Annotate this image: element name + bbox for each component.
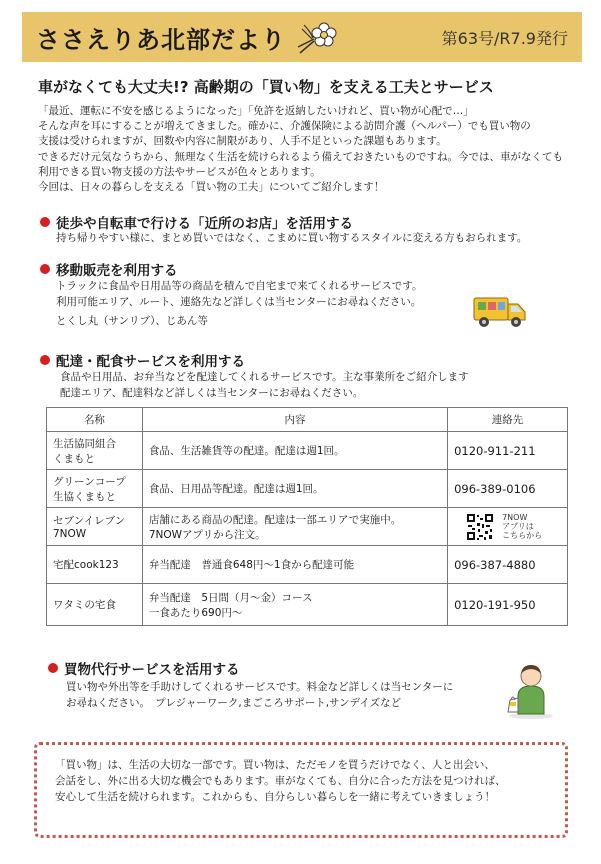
red-bullet-icon	[40, 355, 50, 365]
qr-code-icon[interactable]	[466, 513, 494, 541]
service-name: セブンイレブン 7NOW	[47, 508, 143, 546]
summary-text	[55, 757, 506, 805]
section-line: 利用可能エリア、ルート、連絡先など詳しくは当センターにお尋ねください。	[56, 295, 422, 308]
section-line: とくし丸（サンリブ）、じあん等	[56, 315, 208, 327]
summary-line: 「買い物」は、生活の大切な一部です。買い物は、ただモノを買うだけでなく、人と出会い、	[55, 759, 495, 771]
service-content: 弁当配達 5日間（月～金）コース 一食あたり690円～	[142, 584, 447, 626]
flower-icon	[294, 17, 338, 57]
service-contact: 0120-191-950	[448, 584, 568, 626]
service-content: 弁当配達 普通食648円～1食から配達可能	[142, 546, 447, 584]
service-name: ワタミの宅食	[47, 584, 143, 626]
section-line: お尋ねください。 プレジャーワーク,まごころサポート,サンデイズなど	[66, 696, 402, 709]
section-line: 食品や日用品、お弁当などを配達してくれるサービスです。主な事業所をご紹介します	[60, 371, 469, 383]
intro-line: そんな声を耳にすることが増えてきました。確かに、介護保険による訪問介護（ヘルパー）でも買い物の	[38, 120, 531, 133]
red-bullet-icon	[40, 264, 50, 274]
delivery-service-table	[46, 407, 568, 626]
service-name: 宅配cook123	[47, 546, 143, 584]
header-banner	[22, 12, 582, 62]
section-body-mobile-sales	[56, 279, 422, 330]
table-row	[47, 470, 568, 508]
issue-number: 第63号/R7.9発行	[441, 29, 568, 48]
intro-line: 支援は受けられますが、回数や内容に制限があり、人手不足といった課題もあります。	[38, 135, 447, 148]
service-content: 食品、日用品等配達。配達は週1回。	[142, 470, 447, 508]
service-name: 生活協同組合 くまもと	[47, 432, 143, 470]
intro-line: できるだけ元気なうちから、無理なく生活を続けられるよう備えておきたいものですね。今では、車がなくても	[38, 150, 563, 163]
section-body-nearby-store	[56, 231, 527, 247]
table-row	[47, 432, 568, 470]
service-contact	[448, 508, 568, 546]
section-heading-shopping-proxy	[48, 658, 240, 678]
summary-box	[34, 742, 568, 838]
table-row	[47, 546, 568, 584]
service-content: 食品、生活雑貨等の配達。配達は週1回。	[142, 432, 447, 470]
section-line: 持ち帰りやすい様に、まとめ買いではなく、こまめに買い物するスタイルに変える方もおられます。	[56, 232, 528, 244]
section-body-delivery	[60, 370, 469, 401]
section-title: 買物代行サービスを活用する	[64, 662, 240, 678]
section-line: 買い物や外出等を手助けしてくれるサービスです。料金など詳しくは当センターに	[66, 681, 454, 693]
intro-line: 今回は、日々の暮らしを支える「買い物の工夫」についてご紹介します！	[38, 181, 385, 194]
service-contact: 096-387-4880	[448, 546, 568, 584]
truck-icon	[472, 294, 528, 330]
service-contact: 0120-911-211	[448, 432, 568, 470]
summary-line: 安心して生活を続けられます。これからも、自分らしい暮らしを一緒に考えていきましょう！	[55, 791, 496, 803]
column-header-contact: 連絡先	[448, 408, 568, 432]
section-title: 配達・配食サービスを利用する	[56, 354, 245, 370]
section-title: 徒歩や自転車で行ける「近所のお店」を活用する	[56, 216, 353, 232]
table-row	[47, 508, 568, 546]
section-line: トラックに食品や日用品等の商品を積んで自宅まで来てくれるサービスです。	[56, 280, 423, 292]
column-header-content: 内容	[142, 408, 447, 432]
shopping-person-icon	[504, 660, 558, 720]
service-name: グリーンコープ 生協くまもと	[47, 470, 143, 508]
table-header-row	[47, 408, 568, 432]
intro-text	[38, 104, 568, 195]
column-header-name: 名称	[47, 408, 143, 432]
red-bullet-icon	[48, 663, 58, 673]
newsletter-title: ささえりあ北部だより	[36, 25, 286, 54]
intro-line: 「最近、運転に不安を感じるようになった」「免許を返納したいけれど、買い物が心配で…」	[38, 105, 474, 117]
qr-note: 7NOW アプリは こちらから	[502, 513, 543, 540]
service-content: 店舗にある商品の配達。配達は一部エリアで実施中。 7NOWアプリから注文。	[142, 508, 447, 546]
service-contact: 096-389-0106	[448, 470, 568, 508]
section-line: 配達エリア、配達料など詳しくは当センターにお尋ねください。	[60, 386, 364, 399]
main-heading: 車がなくても大丈夫!? 高齢期の「買い物」を支える工夫とサービス	[38, 78, 494, 96]
red-bullet-icon	[40, 217, 50, 227]
intro-line: 利用できる買い物支援の方法やサービスが色々とあります。	[38, 165, 321, 178]
section-heading-nearby-store	[40, 212, 353, 232]
section-body-shopping-proxy	[66, 680, 453, 711]
table-row	[47, 584, 568, 626]
summary-line: 会話をし、外に出る大切な機会でもあります。車がなくても、自分に合った方法を見つければ、	[55, 775, 506, 787]
section-heading-mobile-sales	[40, 259, 178, 279]
section-title: 移動販売を利用する	[56, 263, 178, 279]
section-heading-delivery	[40, 350, 245, 370]
